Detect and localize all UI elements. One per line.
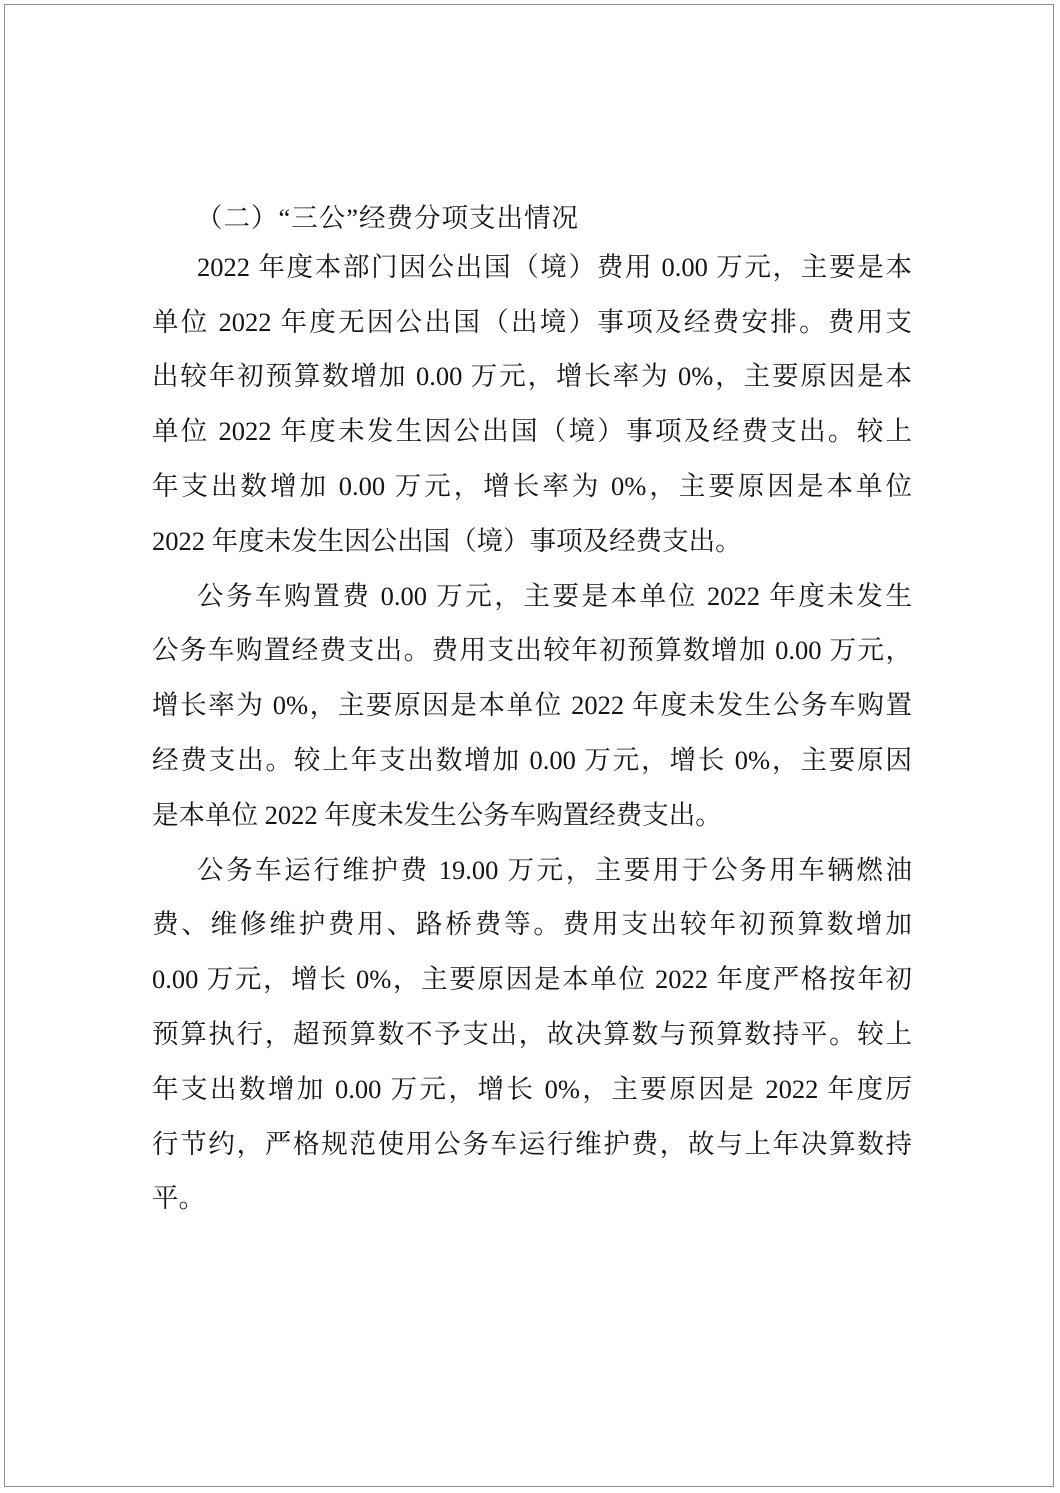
paragraph-line: 行节约，严格规范使用公务车运行维护费，故与上年决算数持	[152, 1128, 912, 1159]
paragraph-line: 年支出数增加 0.00 万元，增长 0%，主要原因是 2022 年度厉	[152, 1073, 912, 1104]
paragraph-line: 公务车购置经费支出。费用支出较年初预算数增加 0.00 万元，	[152, 635, 912, 666]
paragraph-line: 是本单位 2022 年度未发生公务车购置经费支出。	[152, 799, 722, 830]
paragraph-line: 经费支出。较上年支出数增加 0.00 万元，增长 0%，主要原因	[152, 744, 912, 775]
paragraph-line: 0.00 万元，增长 0%，主要原因是本单位 2022 年度严格按年初	[152, 964, 912, 995]
paragraph-line: 年支出数增加 0.00 万元，增长率为 0%，主要原因是本单位	[152, 470, 912, 501]
paragraph-line: 单位 2022 年度未发生因公出国（境）事项及经费支出。较上	[152, 416, 912, 447]
document-body	[152, 191, 912, 1226]
paragraph-line: 出较年初预算数增加 0.00 万元，增长率为 0%，主要原因是本	[152, 361, 912, 392]
paragraph-overseas-travel	[152, 240, 912, 569]
paragraph-vehicle-operation	[152, 843, 912, 1227]
paragraph-line: 2022 年度本部门因公出国（境）费用 0.00 万元，主要是本	[197, 251, 912, 282]
paragraph-line: 增长率为 0%，主要原因是本单位 2022 年度未发生公务车购置	[152, 690, 912, 721]
paragraph-line: 公务车运行维护费 19.00 万元，主要用于公务用车辆燃油	[197, 854, 912, 885]
paragraph-line: 公务车购置费 0.00 万元，主要是本单位 2022 年度未发生	[197, 580, 912, 611]
paragraph-line: 预算执行，超预算数不予支出，故决算数与预算数持平。较上	[152, 1018, 912, 1049]
paragraph-line: 费、维修维护费用、路桥费等。费用支出较年初预算数增加	[152, 909, 912, 940]
paragraph-line: 单位 2022 年度无因公出国（出境）事项及经费安排。费用支	[152, 306, 912, 337]
paragraph-line: 2022 年度未发生因公出国（境）事项及经费支出。	[152, 525, 742, 556]
section-heading: （二）“三公”经费分项支出情况	[196, 203, 580, 233]
paragraph-vehicle-purchase	[152, 569, 912, 843]
paragraph-line: 平。	[152, 1183, 205, 1214]
